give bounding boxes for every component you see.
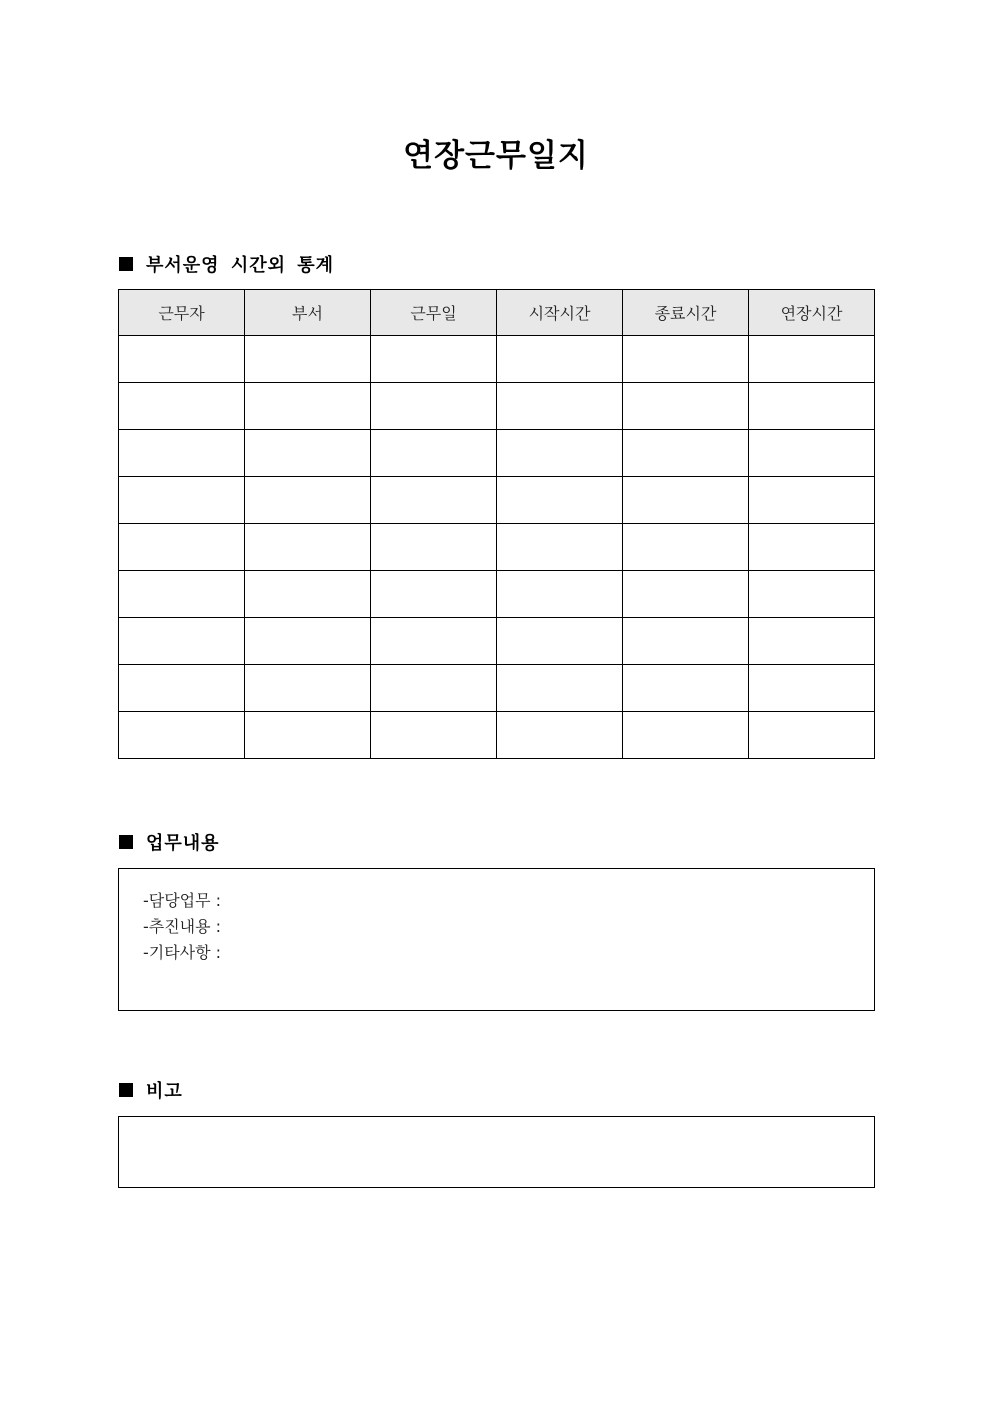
table-cell[interactable] (497, 665, 623, 712)
table-row (119, 430, 875, 477)
table-cell[interactable] (623, 383, 749, 430)
table-cell[interactable] (749, 477, 875, 524)
table-cell[interactable] (245, 477, 371, 524)
column-header-start-time: 시작시간 (497, 290, 623, 336)
table-cell[interactable] (623, 618, 749, 665)
table-cell[interactable] (497, 712, 623, 759)
table-row (119, 336, 875, 383)
table-cell[interactable] (245, 430, 371, 477)
table-cell[interactable] (497, 618, 623, 665)
table-cell[interactable] (119, 430, 245, 477)
table-row (119, 618, 875, 665)
table-cell[interactable] (119, 524, 245, 571)
table-cell[interactable] (245, 524, 371, 571)
section-heading-label: 비고 (146, 1081, 183, 1102)
table-cell[interactable] (623, 430, 749, 477)
table-cell[interactable] (623, 477, 749, 524)
table-cell[interactable] (497, 571, 623, 618)
table-cell[interactable] (119, 477, 245, 524)
table-cell[interactable] (245, 571, 371, 618)
table-cell[interactable] (497, 477, 623, 524)
table-cell[interactable] (119, 618, 245, 665)
table-row (119, 524, 875, 571)
table-cell[interactable] (749, 336, 875, 383)
table-row (119, 712, 875, 759)
table-cell[interactable] (119, 336, 245, 383)
table-cell[interactable] (371, 665, 497, 712)
work-line-duty: -담당업무 : (143, 891, 222, 910)
table-cell[interactable] (371, 336, 497, 383)
table-cell[interactable] (371, 524, 497, 571)
column-header-department: 부서 (245, 290, 371, 336)
work-line-progress: -추진내용 : (143, 917, 222, 936)
table-cell[interactable] (497, 336, 623, 383)
section-heading-label: 부서운영 시간외 통계 (146, 255, 335, 276)
table-cell[interactable] (623, 524, 749, 571)
table-cell[interactable] (749, 665, 875, 712)
table-header-row (119, 290, 875, 336)
table-cell[interactable] (371, 477, 497, 524)
work-line-other: -기타사항 : (143, 943, 222, 962)
table-cell[interactable] (371, 712, 497, 759)
table-cell[interactable] (623, 665, 749, 712)
table-cell[interactable] (371, 571, 497, 618)
square-bullet-icon (119, 835, 133, 849)
table-cell[interactable] (371, 618, 497, 665)
table-cell[interactable] (749, 524, 875, 571)
table-cell[interactable] (497, 524, 623, 571)
table-row (119, 571, 875, 618)
square-bullet-icon (119, 257, 133, 271)
square-bullet-icon (119, 1083, 133, 1097)
table-cell[interactable] (497, 383, 623, 430)
table-cell[interactable] (245, 336, 371, 383)
table-row (119, 383, 875, 430)
table-cell[interactable] (749, 571, 875, 618)
table-cell[interactable] (749, 712, 875, 759)
table-cell[interactable] (119, 571, 245, 618)
table-cell[interactable] (119, 712, 245, 759)
work-content-box[interactable] (118, 868, 875, 1011)
section-heading-label: 업무내용 (146, 833, 220, 854)
table-cell[interactable] (749, 430, 875, 477)
table-cell[interactable] (245, 383, 371, 430)
table-cell[interactable] (623, 712, 749, 759)
column-header-overtime-hours: 연장시간 (749, 290, 875, 336)
table-cell[interactable] (245, 618, 371, 665)
column-header-work-date: 근무일 (371, 290, 497, 336)
section-heading-stats (119, 251, 334, 277)
table-cell[interactable] (749, 618, 875, 665)
table-cell[interactable] (371, 383, 497, 430)
table-cell[interactable] (623, 336, 749, 383)
table-cell[interactable] (371, 430, 497, 477)
page-title: 연장근무일지 (403, 138, 589, 174)
table-cell[interactable] (245, 665, 371, 712)
overtime-stats-table (118, 289, 875, 759)
table-cell[interactable] (623, 571, 749, 618)
table-cell[interactable] (119, 383, 245, 430)
table-cell[interactable] (245, 712, 371, 759)
remarks-box[interactable] (118, 1116, 875, 1188)
table-row (119, 665, 875, 712)
table-row (119, 477, 875, 524)
table-cell[interactable] (119, 665, 245, 712)
column-header-worker: 근무자 (119, 290, 245, 336)
table-cell[interactable] (497, 430, 623, 477)
table-cell[interactable] (749, 383, 875, 430)
section-heading-remarks (119, 1077, 183, 1103)
column-header-end-time: 종료시간 (623, 290, 749, 336)
section-heading-work (119, 829, 220, 855)
